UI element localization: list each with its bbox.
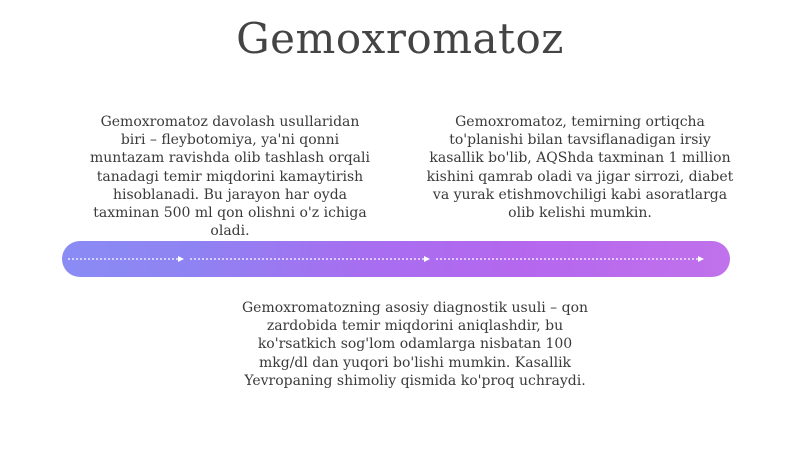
text-line: zardobida temir miqdorini aniqlashdir, bu — [266, 318, 564, 335]
text-line: Gemoxromatozning asosiy diagnostik usuli – qon — [241, 300, 589, 316]
text-line: tanadagi temir miqdorini kamaytirish — [96, 168, 364, 185]
text-line: biri – fleybotomiya, ya'ni qonni — [120, 132, 340, 149]
text-line: taxminan 500 ml qon olishni o'z ichiga — [93, 205, 367, 222]
slide-title: Gemoxromatoz — [236, 14, 564, 63]
timeline-arrow-1-icon — [178, 256, 184, 262]
timeline-arrows — [62, 241, 730, 277]
text-line: va yurak etishmovchiligi kabi asoratlarga — [432, 186, 728, 203]
timeline-text-bottom — [225, 299, 605, 390]
timeline-arrow-3-icon — [698, 256, 704, 262]
text-line: kasallik bo'lib, AQShda taxminan 1 million — [429, 150, 731, 167]
text-line: olib kelishi mumkin. — [508, 205, 652, 222]
text-line: ko'rsatkich sog'lom odamlarga nisbatan 100 — [257, 336, 573, 353]
timeline-arrow-2-icon — [424, 256, 430, 262]
text-line: kishini qamrab oladi va jigar sirrozi, diabet — [426, 168, 734, 185]
text-line: muntazam ravishda olib tashlash orqali — [90, 150, 370, 167]
text-line: Yevropaning shimoliy qismida ko'proq uchraydi. — [244, 372, 586, 389]
text-line: Gemoxromatoz, temirning ortiqcha — [455, 114, 705, 130]
text-line: to'planishi bilan tavsiflanadigan irsiy — [449, 132, 711, 149]
timeline-text-right — [420, 113, 740, 222]
text-line: mkg/dl dan yuqori bo'lishi mumkin. Kasallik — [258, 354, 572, 371]
timeline-text-left — [80, 113, 380, 240]
text-line: oladi. — [210, 223, 250, 240]
text-line: Gemoxromatoz davolash usullaridan — [100, 114, 360, 130]
text-line: hisoblanadi. Bu jarayon har oyda — [112, 186, 348, 203]
